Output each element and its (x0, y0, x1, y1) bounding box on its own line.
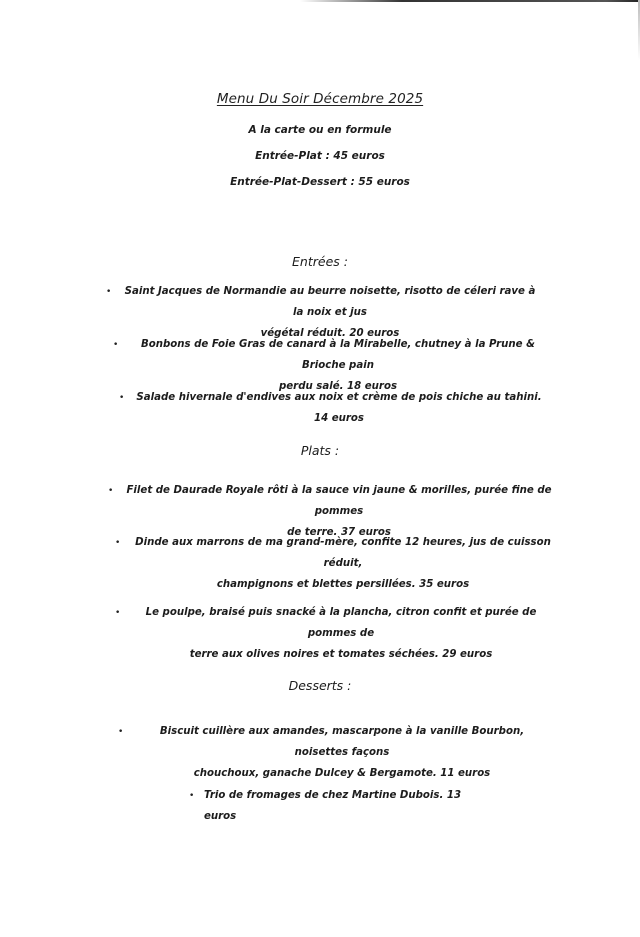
item-text-line1: Dinde aux marrons de ma grand-mère, confite 12 heures, jus de cuisson réduit, (135, 537, 551, 569)
scan-edge-top (300, 0, 640, 2)
bullet-icon: • (108, 486, 114, 496)
bullet-icon: • (113, 340, 119, 350)
item-text-line2: perdu salé. 18 euros (278, 381, 398, 392)
item-text-line1: Filet de Daurade Royale rôti à la sauce vin jaune & morilles, purée fine de pommes (126, 485, 552, 517)
bullet-icon: • (119, 393, 125, 403)
bullet-icon: • (118, 727, 124, 737)
item-text-line1: Bonbons de Foie Gras de canard à la Mirabelle, chutney à la Prune & Brioche pain (140, 339, 536, 371)
item-text-line1: Saint Jacques de Normandie au beurre noisette, risotto de céleri rave à la noix et jus (124, 286, 536, 318)
item-text-line1: Salade hivernale d'endives aux noix et crème de pois chiche au tahini. 14 euros (136, 392, 542, 424)
bullet-icon: • (115, 538, 121, 548)
section-heading-plats: Plats : (300, 443, 340, 458)
item-text-line2: chouchoux, ganache Dulcey & Bergamote. 11 euros (193, 768, 491, 779)
menu-title-text: Menu Du Soir Décembre 2025 (216, 91, 424, 107)
item-text-line1: Trio de fromages de chez Martine Dubois. 13 euros (204, 790, 462, 822)
item-text-line2: végétal réduit. 20 euros (260, 328, 400, 339)
item-text-line1: Le poulpe, braisé puis snacké à la plancha, citron confit et purée de pommes de (145, 607, 537, 639)
item-text-line2: champignons et blettes persillées. 35 euros (216, 579, 470, 590)
bullet-icon: • (115, 608, 121, 618)
item-text-line1: Biscuit cuillère aux amandes, mascarpone à la vanille Bourbon, noisettes façons (159, 726, 525, 758)
menu-title (0, 91, 640, 107)
formula-entree-plat: Entrée-Plat : 45 euros (255, 150, 385, 162)
menu-subtitle: A la carte ou en formule (248, 124, 392, 136)
item-text-line2: de terre. 37 euros (287, 527, 391, 538)
bullet-icon: • (106, 287, 112, 297)
item-text-line2: terre aux olives noires et tomates séchées. 29 euros (189, 649, 493, 660)
section-heading-entrees: Entrées : (292, 254, 348, 269)
bullet-icon: • (189, 791, 195, 801)
section-heading-desserts: Desserts : (288, 678, 352, 693)
formula-entree-plat-dessert: Entrée-Plat-Dessert : 55 euros (230, 176, 410, 188)
